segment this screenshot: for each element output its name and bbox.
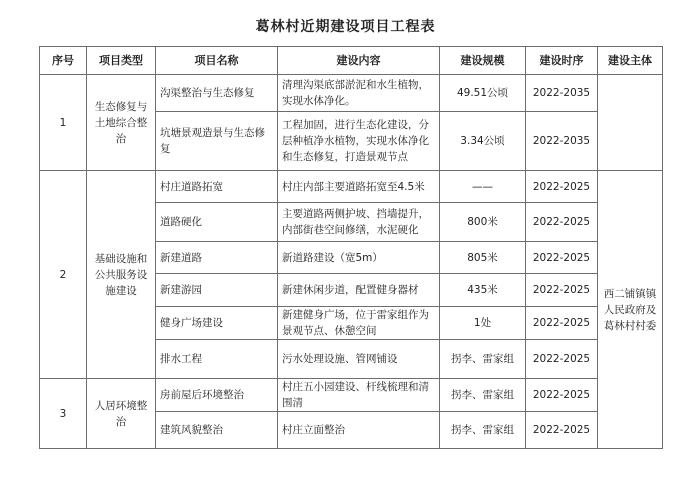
project-period: 2022-2025 xyxy=(526,203,598,242)
project-name: 健身广场建设 xyxy=(156,307,278,340)
col-header-content: 建设内容 xyxy=(278,47,440,75)
col-header-name: 项目名称 xyxy=(156,47,278,75)
project-content: 主要道路两侧护坡、挡墙提升，内部街巷空间修缮，水泥硬化 xyxy=(278,203,440,242)
project-content: 村庄五小园建设、杆线梳理和清围清 xyxy=(278,379,440,412)
project-period: 2022-2025 xyxy=(526,307,598,340)
project-content: 村庄内部主要道路拓宽至4.5米 xyxy=(278,171,440,203)
project-scale: 805米 xyxy=(440,242,526,274)
project-content: 新道路建设（宽5m） xyxy=(278,242,440,274)
project-scale: 49.51公顷 xyxy=(440,75,526,112)
project-period: 2022-2025 xyxy=(526,412,598,449)
subject-blank xyxy=(598,75,663,171)
col-header-subject: 建设主体 xyxy=(598,47,663,75)
project-name: 建筑风貌整治 xyxy=(156,412,278,449)
col-header-no: 序号 xyxy=(40,47,87,75)
project-name: 坑塘景观造景与生态修复 xyxy=(156,112,278,171)
project-name: 新建道路 xyxy=(156,242,278,274)
project-name: 房前屋后环境整治 xyxy=(156,379,278,412)
project-content: 新建休闲步道，配置健身器材 xyxy=(278,274,440,307)
project-scale: 拐李、雷家组 xyxy=(440,379,526,412)
group-type: 人居环境整治 xyxy=(87,379,156,449)
construction-subject: 西二铺镇镇人民政府及葛林村村委 xyxy=(598,171,663,449)
project-scale: 435米 xyxy=(440,274,526,307)
group-no: 1 xyxy=(40,75,87,171)
project-name: 道路硬化 xyxy=(156,203,278,242)
page-title: 葛林村近期建设项目工程表 xyxy=(255,19,436,35)
project-scale: 拐李、雷家组 xyxy=(440,340,526,379)
project-period: 2022-2035 xyxy=(526,112,598,171)
col-header-scale: 建设规模 xyxy=(440,47,526,75)
project-content: 新建健身广场，位于雷家组作为景观节点、休憩空间 xyxy=(278,307,440,340)
project-period: 2022-2025 xyxy=(526,379,598,412)
col-header-type: 项目类型 xyxy=(87,47,156,75)
project-name: 沟渠整治与生态修复 xyxy=(156,75,278,112)
project-name: 排水工程 xyxy=(156,340,278,379)
table-row xyxy=(40,379,663,412)
project-content: 清理沟渠底部淤泥和水生植物，实现水体净化。 xyxy=(278,75,440,112)
project-period: 2022-2025 xyxy=(526,274,598,307)
group-type: 生态修复与土地综合整治 xyxy=(87,75,156,171)
group-type: 基础设施和公共服务设施建设 xyxy=(87,171,156,379)
group-no: 3 xyxy=(40,379,87,449)
project-scale: 3.34公顷 xyxy=(440,112,526,171)
col-header-period: 建设时序 xyxy=(526,47,598,75)
project-content: 污水处理设施、管网铺设 xyxy=(278,340,440,379)
table-row xyxy=(40,75,663,112)
header-row xyxy=(40,47,663,75)
project-name: 新建游园 xyxy=(156,274,278,307)
project-scale: 拐李、雷家组 xyxy=(440,412,526,449)
project-scale: —— xyxy=(440,171,526,203)
table-row xyxy=(40,171,663,203)
project-period: 2022-2025 xyxy=(526,340,598,379)
project-scale: 1处 xyxy=(440,307,526,340)
project-content: 工程加固，进行生态化建设，分层种植净水植物，实现水体净化和生态修复，打造景观节点 xyxy=(278,112,440,171)
project-name: 村庄道路拓宽 xyxy=(156,171,278,203)
project-content: 村庄立面整治 xyxy=(278,412,440,449)
project-period: 2022-2035 xyxy=(526,75,598,112)
project-period: 2022-2025 xyxy=(526,242,598,274)
group-no: 2 xyxy=(40,171,87,379)
project-table xyxy=(39,46,663,449)
project-scale: 800米 xyxy=(440,203,526,242)
project-period: 2022-2025 xyxy=(526,171,598,203)
